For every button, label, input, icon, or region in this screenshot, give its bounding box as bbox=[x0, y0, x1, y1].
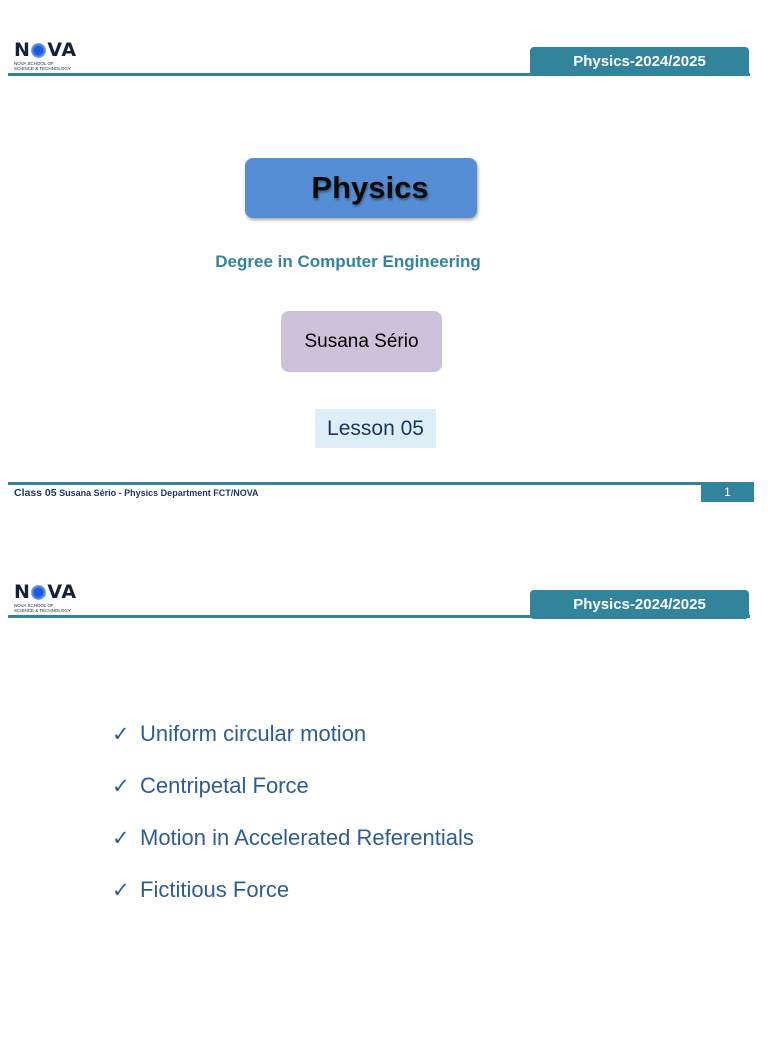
footer-line bbox=[8, 482, 754, 485]
logo-letter-n: N bbox=[14, 39, 31, 61]
logo-letter-n: N bbox=[14, 581, 31, 603]
topic-label: Centripetal Force bbox=[140, 773, 309, 798]
list-item bbox=[112, 708, 474, 760]
logo-subtitle-line2: SCIENCE & TECHNOLOGY bbox=[14, 608, 71, 613]
logo-letters-va: VA bbox=[47, 39, 77, 61]
slide-2 bbox=[0, 542, 768, 1054]
logo-subtitle-line1: NOVA SCHOOL OF bbox=[14, 603, 54, 608]
list-item bbox=[112, 812, 474, 864]
topic-list bbox=[112, 708, 474, 916]
title-box: Physics bbox=[245, 158, 477, 218]
topic-label: Motion in Accelerated Referentials bbox=[140, 825, 474, 850]
topic-label: Uniform circular motion bbox=[140, 721, 367, 746]
page-number: 1 bbox=[701, 482, 754, 502]
check-icon: ✓ bbox=[112, 722, 130, 746]
logo-globe-icon bbox=[31, 43, 46, 58]
nova-logo bbox=[14, 582, 84, 613]
slide-1 bbox=[0, 0, 768, 512]
footer-text bbox=[14, 487, 259, 499]
list-item bbox=[112, 760, 474, 812]
check-icon: ✓ bbox=[112, 774, 130, 798]
logo-subtitle-line2: SCIENCE & TECHNOLOGY bbox=[14, 66, 71, 71]
header-course-tab: Physics-2024/2025 bbox=[530, 590, 749, 619]
check-icon: ✓ bbox=[112, 826, 130, 850]
author-box: Susana Sério bbox=[281, 311, 442, 372]
logo-globe-icon bbox=[31, 585, 46, 600]
footer-class-label: Class 05 bbox=[14, 487, 57, 499]
header-course-tab: Physics-2024/2025 bbox=[530, 47, 749, 76]
nova-logo bbox=[14, 40, 84, 71]
topic-label: Fictitious Force bbox=[140, 877, 290, 902]
check-icon: ✓ bbox=[112, 878, 130, 902]
lesson-label: Lesson 05 bbox=[315, 409, 436, 448]
list-item bbox=[112, 864, 474, 916]
logo-subtitle-line1: NOVA SCHOOL OF bbox=[14, 61, 54, 66]
logo-letters-va: VA bbox=[47, 581, 77, 603]
footer-details: Susana Sério - Physics Department FCT/NOVA bbox=[59, 488, 259, 498]
degree-subtitle: Degree in Computer Engineering bbox=[215, 252, 481, 271]
